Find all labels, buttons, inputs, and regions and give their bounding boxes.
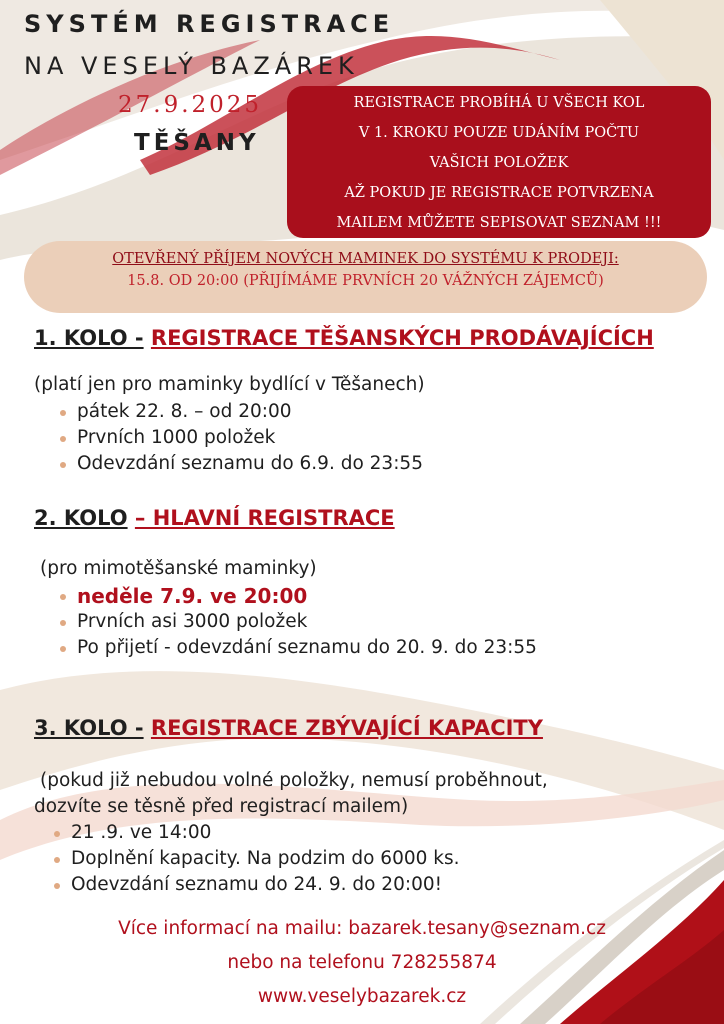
round-3-number: 3. KOLO -	[34, 716, 144, 740]
round-3-title: REGISTRACE ZBÝVAJÍCÍ KAPACITY	[150, 716, 543, 740]
round-1-title: REGISTRACE TĚŠANSKÝCH PRODÁVAJÍCÍCH	[150, 326, 654, 350]
notice-line: AŽ POKUD JE REGISTRACE POTVRZENA	[344, 185, 654, 201]
bullet-icon	[54, 883, 60, 889]
notice-line: VAŠICH POLOŽEK	[429, 155, 569, 171]
notice-line: V 1. KROKU POUZE UDÁNÍM POČTU	[358, 125, 640, 141]
list-item: Po přijetí - odevzdání seznamu do 20. 9. do 23:55	[60, 635, 537, 661]
event-date: 27.9.2025	[118, 92, 263, 118]
round-3-note-line: dozvíte se těsně před registrací mailem)	[34, 796, 409, 817]
round-3-note-line: (pokud již nebudou volné položky, nemusí proběhnout,	[40, 770, 548, 791]
round-2-title: – HLAVNÍ REGISTRACE	[134, 506, 395, 530]
list-item: pátek 22. 8. – od 20:00	[60, 399, 423, 425]
bullet-icon	[60, 646, 66, 652]
bullet-icon	[54, 831, 60, 837]
notice-line: MAILEM MŮŽETE SEPISOVAT SEZNAM !!!	[336, 215, 662, 231]
notice-line: REGISTRACE PROBÍHÁ U VŠECH KOL	[353, 95, 645, 111]
registration-notice-box	[287, 86, 711, 238]
list-item: Prvních 1000 položek	[60, 425, 423, 451]
list-item: Odevzdání seznamu do 24. 9. do 20:00!	[54, 872, 460, 898]
website-link[interactable]: www.veselybazarek.cz	[257, 986, 467, 1007]
bullet-icon	[60, 462, 66, 468]
round-3-note	[34, 768, 548, 820]
bullet-icon	[60, 436, 66, 442]
list-item: Odevzdání seznamu do 6.9. do 23:55	[60, 451, 423, 477]
bullet-icon	[60, 594, 66, 600]
round-1-number: 1. KOLO -	[34, 326, 144, 350]
open-intake-heading: OTEVŘENÝ PŘÍJEM NOVÝCH MAMINEK DO SYSTÉMU K PRODEJI:	[112, 251, 619, 267]
list-item: Prvních asi 3000 položek	[60, 609, 537, 635]
page-title: SYSTÉM REGISTRACE	[24, 10, 395, 38]
round-2-heading	[34, 506, 395, 530]
bullet-icon	[60, 410, 66, 416]
contact-phone[interactable]: nebo na telefonu 728255874	[227, 952, 497, 973]
round-2-number: 2. KOLO	[34, 506, 128, 530]
list-item: neděle 7.9. ve 20:00	[60, 583, 537, 609]
page-subtitle: NA VESELÝ BAZÁREK	[24, 52, 359, 80]
open-intake-banner	[24, 241, 707, 313]
round-1-list	[60, 399, 423, 477]
round-1-heading	[34, 326, 654, 350]
round-2-list	[60, 583, 537, 661]
round-3-heading	[34, 716, 543, 740]
list-item: 21 .9. ve 14:00	[54, 820, 460, 846]
open-intake-date: 15.8. OD 20:00 (PŘIJÍMÁME PRVNÍCH 20 VÁŽNÝCH ZÁJEMCŮ)	[127, 273, 604, 289]
round-2-note: (pro mimotěšanské maminky)	[40, 558, 317, 579]
bullet-icon	[54, 857, 60, 863]
event-place: TĚŠANY	[134, 130, 260, 156]
contact-email[interactable]: Více informací na mailu: bazarek.tesany@seznam.cz	[118, 918, 606, 939]
round-1-note: (platí jen pro maminky bydlící v Těšanech)	[34, 374, 425, 395]
round-3-list	[54, 820, 460, 898]
list-item: Doplnění kapacity. Na podzim do 6000 ks.	[54, 846, 460, 872]
bullet-icon	[60, 620, 66, 626]
